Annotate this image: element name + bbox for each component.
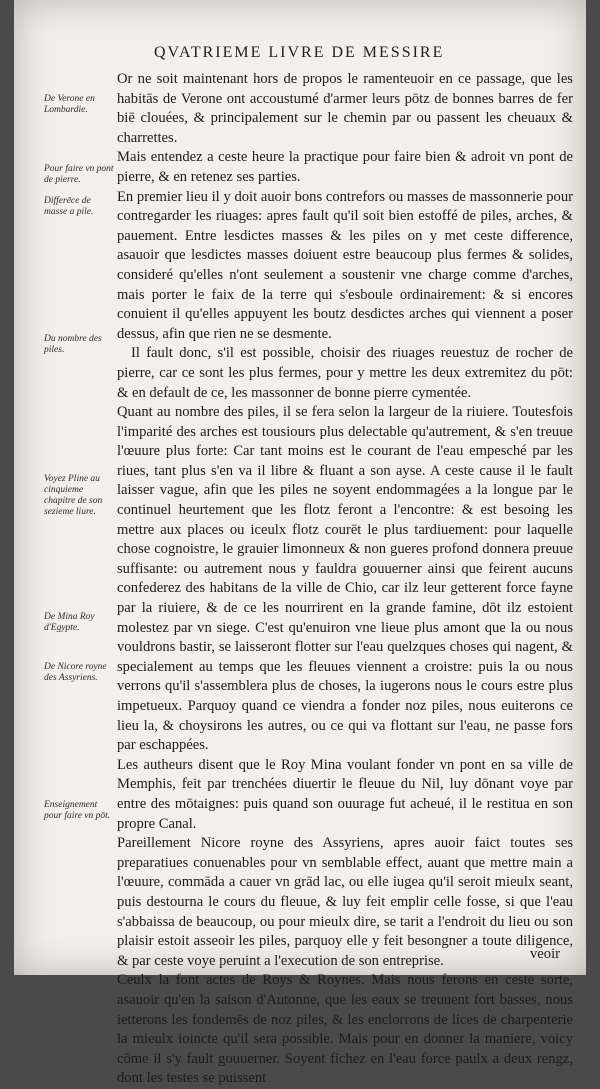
margin-note-verone: De Verone en Lombardie. — [44, 94, 95, 115]
margin-note-masse: Differēce de masse a pile. — [44, 196, 94, 217]
margin-note-enseignement: Enseignement pour faire vn pōt. — [44, 800, 111, 821]
margin-note-nicore: De Nicore royne des Assyriens. — [44, 662, 107, 683]
paragraph: En premier lieu il y doit auoir bons contrefors ou masses de massonnerie pour contregarder les riuages: apres fault qu'il soit bien estoffé de piles, arches, & pauement. Entre lesdictes masses & les piles on y met ceste difference, asauoir que lesdictes masses doiuent estre beaucoup plus fermes & solides, consideré qu'elles n'ont seulement a soustenir vne charge comme d'arches, mais porter le faix de la terre qui s'esboule ordinairement: & si encores conuient il qu'elles appuyent les boutz desdictes arches qui viennent a poser dessus, afin que rien ne se desmente. — [117, 188, 573, 342]
paragraph: Quant au nombre des piles, il se fera selon la largeur de la riuiere. Toutesfois l'imparité des arches est tousiours plus delectable qu'autrement, & s'en treuue l'œuure plus forte: Car tant moins est le courant de l'eau empesché par les riues, tant plus s'en va il libre & fluant a son ayse. A ceste cause il le fault laisser vague, afin que les piles ne soyent endommagées a la longue par le continuel heurtement que les flotz feront a l'encontre: & est besoing les mettre aux places ou iceulx flotz courēt le plus tardiuement: pour laquelle chose cognoistre, le grauier limonneux & non gueres profond donnera preuue suffisante: ou autrement nous y fauldra gouuerner ainsi que feirent aucuns confederez des habitans de la ville de Chio, car ilz leur getterent force fayne par la riuiere, & de ce les nourrirent en la grande famine, dōt ilz estoient molestez par vn siege. C'est qu'enuiron vne lieue plus amont que la ou nous vouldrons bastir, se laisseront flotter sur l'eau quelzques choses qui nagent, & specialement au temps que les fleuues viennent a croistre: puis la ou nous verrons qu'il s'assemblera plus de choses, la iugerons nous le cours estre plus impetueux. Parquoy quand ce viendra a fonder noz piles, nous euiterons ce lieu la, & choysirons les autres, ou ce qui va flottant sur l'eau, ne passe fors par eschappées. — [117, 404, 573, 754]
margin-note-pont: Pour faire vn pont de pierre. — [44, 164, 114, 185]
paragraph: Or ne soit maintenant hors de propos le ramenteuoir en ce passage, que les habitās de Verone ont accoustumé d'armer leurs pōtz de bonnes barres de fer biē clouées, & principalement sur le chemin par ou passent les cheuaux & charrettes. — [117, 71, 573, 146]
paragraph: Les autheurs disent que le Roy Mina voulant fonder vn pont en sa ville de Memphis, feit par trenchées diuertir le fleuue du Nil, luy dōnant voye par entre des mōtaignes: puis quand son ouurage fut acheué, il le restitua en son propre Canal. — [117, 756, 573, 832]
paragraph: Il fault donc, s'il est possible, choisir des riuages reuestuz de rocher de pierre, car ce sont les plus fermes, pour y mettre les deux extremitez du pōt: & en default de ce, les massonner de bonne pierre cymentée. — [117, 345, 573, 401]
catchword: veoir — [530, 946, 560, 962]
running-head: QVATRIEME LIVRE DE MESSIRE — [154, 44, 445, 61]
margin-note-mina: De Mina Roy d'Egypte. — [44, 612, 95, 633]
book-page — [14, 0, 586, 1087]
margin-note-nombre: Du nombre des piles. — [44, 334, 102, 355]
body-text — [117, 70, 573, 1089]
margin-note-pline: Voyez Pline au cinquieme chapitre de son sezieme liure. — [44, 474, 103, 517]
paragraph: Pareillement Nicore royne des Assyriens, apres auoir faict toutes ses preparatiues conuenables pour vn semblable effect, auant que mettre main a l'œuure, commāda a cauer vn grād lac, ou elle iugea qu'il seroit mieulx seant, puis destourna le cours du fleuue, & luy feit emplir celle fosse, si que l'eau s'abbaissa de beaucoup, ou pour mieulx dire, se tarit a l'endroit du lieu ou son plaisir estoit asseoir les piles, parquoy elle y feit besongner a toute diligence, & par ceste voye peruint a l'execution de son entreprise. — [117, 835, 573, 969]
paragraph: Ceulx la font actes de Roys & Roynes. Mais nous ferons en ceste sorte, asauoir qu'en la saison d'Autonne, que les eaux se treuuent fort basses, nous ietterons les fondemēs de noz piles, & les enclorrons de lices de charpenterie la mieulx ioincte qu'il sera possible. Mais pour en donner la maniere, voicy cōme il s'y fault gouuerner. Soyent fichez en l'eau force paulx a deux rengz, dont les testes se puissent — [117, 972, 573, 1087]
paragraph: Mais entendez a ceste heure la practique pour faire bien & adroit vn pont de pierre, & en retenez ses parties. — [117, 149, 573, 185]
